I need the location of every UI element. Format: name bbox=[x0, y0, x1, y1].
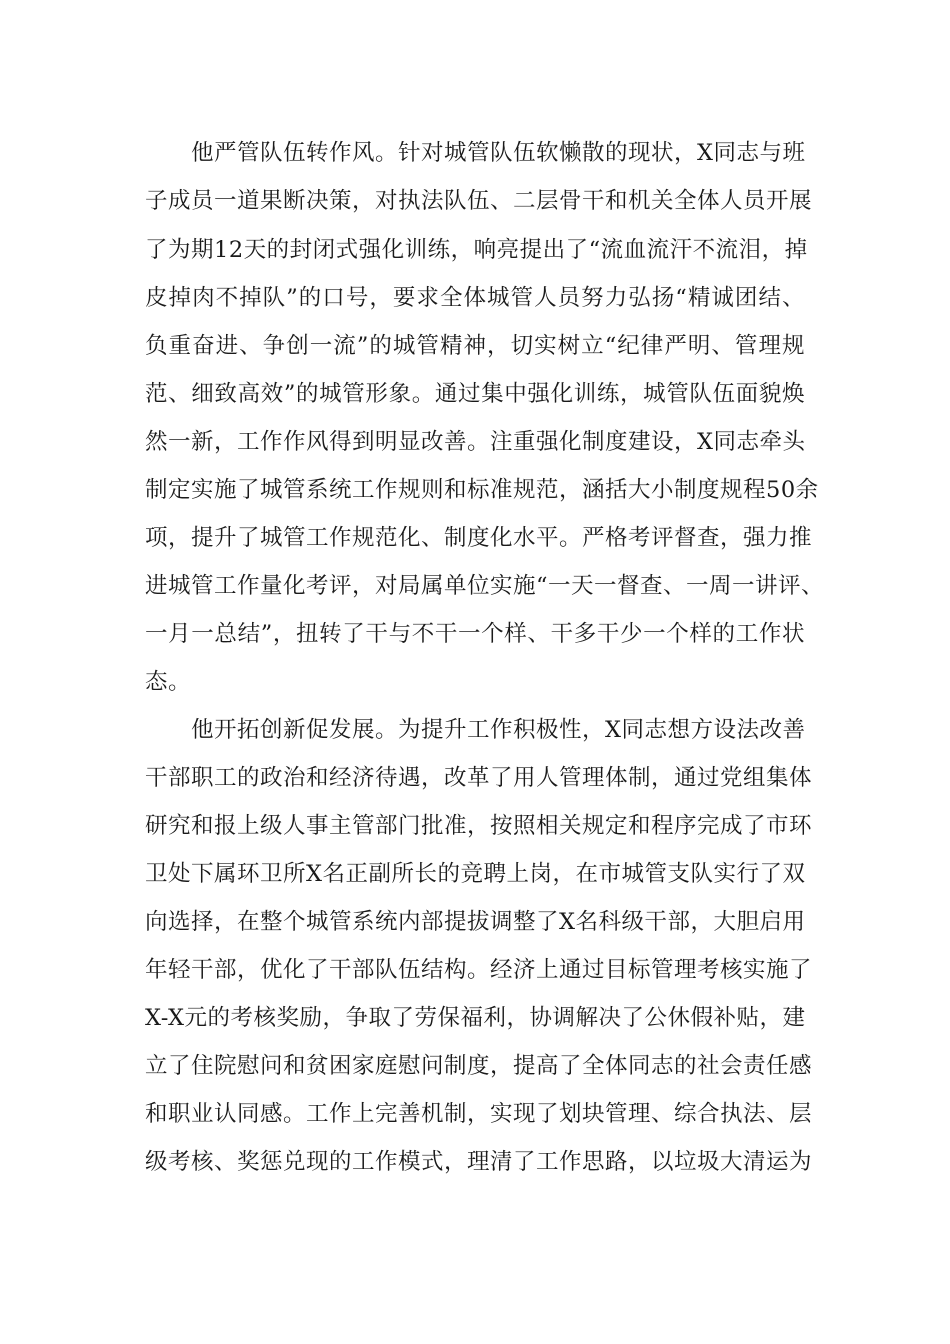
text-line: X-X元的考核奖励，争取了劳保福利，协调解决了公休假补贴，建 bbox=[145, 1005, 806, 1031]
text-line: 项，提升了城管工作规范化、制度化水平。严格考评督查，强力推 bbox=[145, 525, 813, 551]
text-line: 干部职工的政治和经济待遇，改革了用人管理体制，通过党组集体 bbox=[145, 765, 813, 791]
text-line: 制定实施了城管系统工作规则和标准规范，涵括大小制度规程50余 bbox=[145, 477, 819, 503]
text-line: 然一新，工作作风得到明显改善。注重强化制度建设，X同志牵头 bbox=[145, 429, 806, 455]
text-line: 立了住院慰问和贫困家庭慰问制度，提高了全体同志的社会责任感 bbox=[145, 1053, 813, 1079]
text-line: 负重奋进、争创一流”的城管精神，切实树立“纪律严明、管理规 bbox=[145, 333, 805, 359]
text-line: 进城管工作量化考评，对局属单位实施“一天一督查、一周一讲评、 bbox=[145, 573, 825, 599]
text-line: 他严管队伍转作风。针对城管队伍软懒散的现状，X同志与班 bbox=[191, 140, 806, 166]
text-line: 和职业认同感。工作上完善机制，实现了划块管理、综合执法、层 bbox=[145, 1101, 813, 1127]
text-line: 他开拓创新促发展。为提升工作积极性，X同志想方设法改善 bbox=[191, 717, 806, 743]
text-line: 皮掉肉不掉队”的口号，要求全体城管人员努力弘扬“精诚团结、 bbox=[145, 285, 805, 311]
text-line: 态。 bbox=[145, 669, 192, 695]
text-line: 级考核、奖惩兑现的工作模式，理清了工作思路，以垃圾大清运为 bbox=[145, 1149, 813, 1175]
text-line: 了为期12天的封闭式强化训练，响亮提出了“流血流汗不流泪，掉 bbox=[145, 237, 808, 263]
text-line: 研究和报上级人事主管部门批准，按照相关规定和程序完成了市环 bbox=[145, 813, 813, 839]
text-line: 向选择，在整个城管系统内部提拔调整了X名科级干部，大胆启用 bbox=[145, 909, 806, 935]
text-line: 年轻干部，优化了干部队伍结构。经济上通过目标管理考核实施了 bbox=[145, 957, 813, 983]
text-line: 卫处下属环卫所X名正副所长的竞聘上岗，在市城管支队实行了双 bbox=[145, 861, 806, 887]
text-line: 一月一总结”，扭转了干与不干一个样、干多干少一个样的工作状 bbox=[145, 621, 805, 647]
text-line: 范、细致高效”的城管形象。通过集中强化训练，城管队伍面貌焕 bbox=[145, 381, 805, 407]
text-line: 子成员一道果断决策，对执法队伍、二层骨干和机关全体人员开展 bbox=[145, 188, 813, 214]
